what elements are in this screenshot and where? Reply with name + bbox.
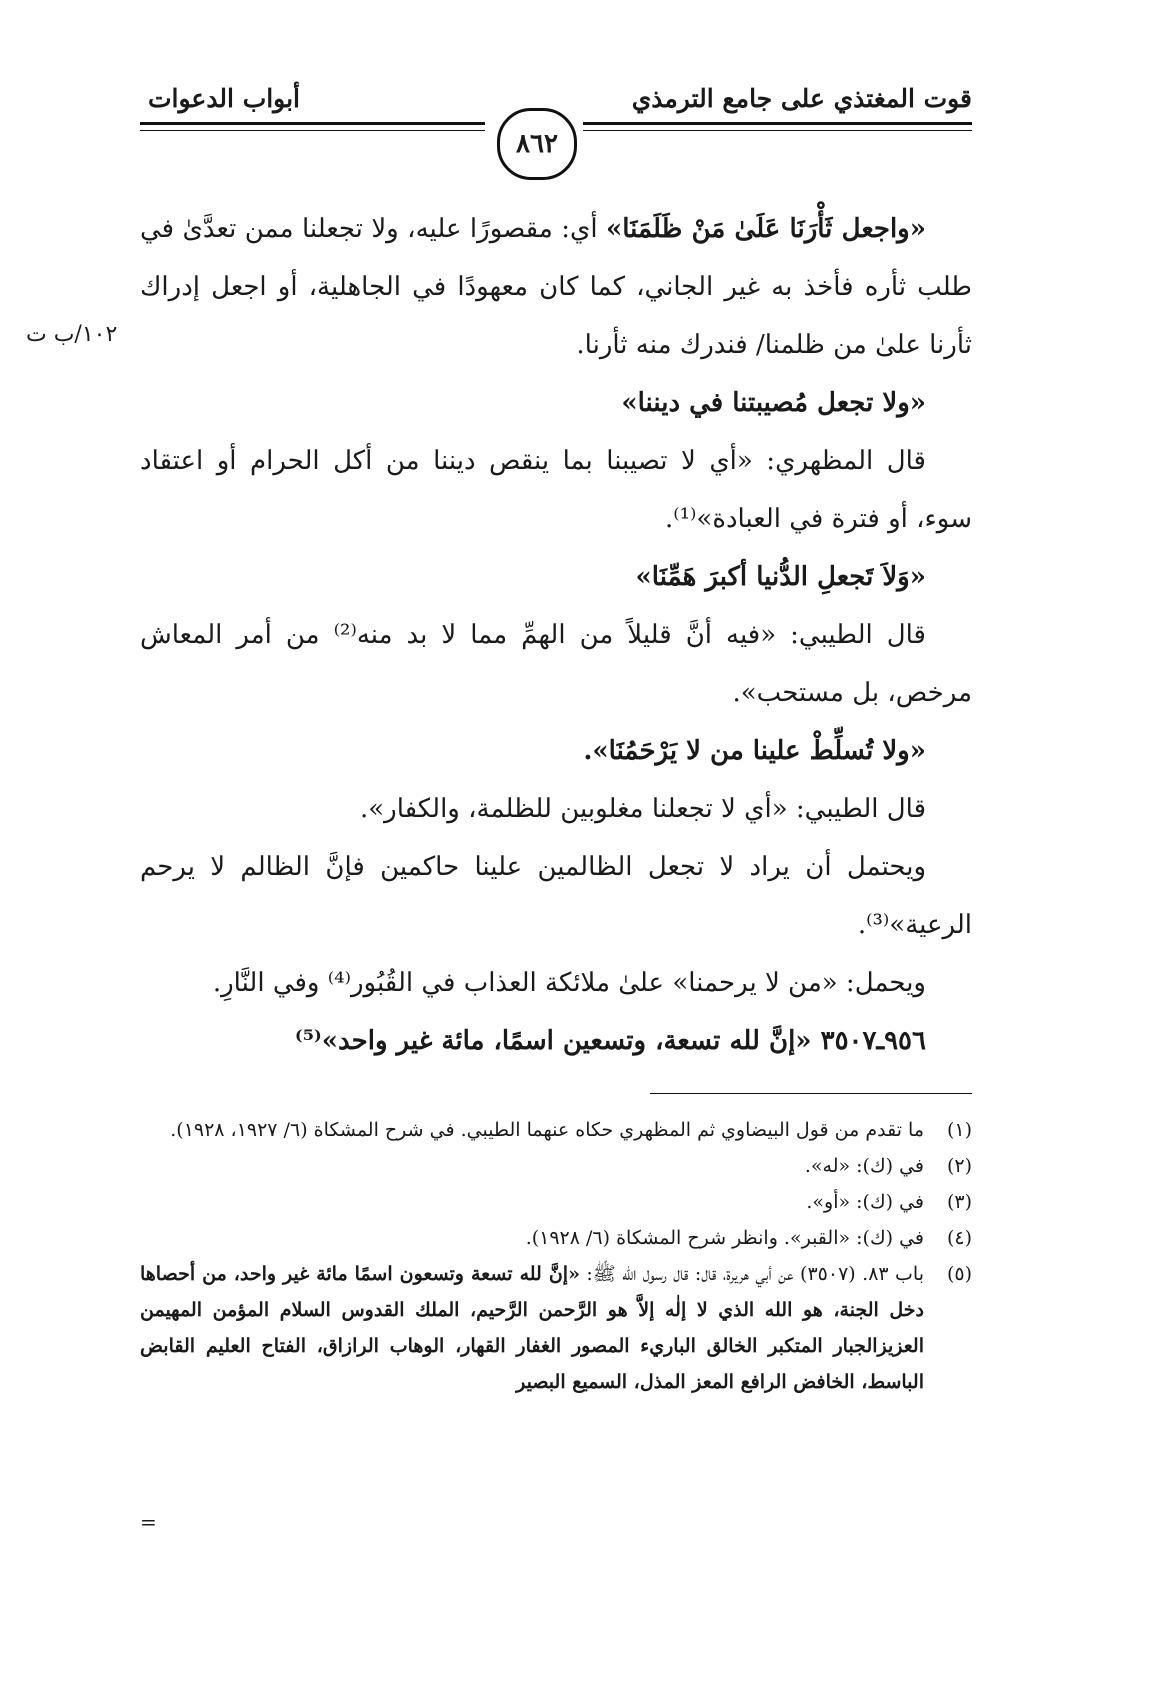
footnote-3 [140, 1184, 972, 1220]
footnote-number: (٤) [946, 1227, 972, 1249]
header-rule-left-bottom [140, 130, 485, 131]
footnote-separator [650, 1093, 972, 1094]
footnote-number: (٢) [946, 1155, 972, 1177]
paragraph-5: ويحتمل أن يراد لا تجعل الظالمين علينا حاكمين فإنَّ الظالم لا يرحم الرعية»⁽³⁾. [140, 852, 972, 940]
footnote-5-ref: باب ٨٣. (٣٥٠٧) عن أبي هريرة، قال: قال رسول الله ﷺ: [579, 1263, 925, 1285]
main-text [140, 200, 972, 1070]
header-rule-left-top [140, 122, 485, 125]
paragraph-1-text: أي: مقصورًا عليه، ولا تجعلنا ممن تعدَّىٰ في طلب ثأره فأخذ به غير الجاني، كما كان معهودًا في الجاهلية، أو اجعل إدراك ثأرنا علىٰ من ظلمنا/ فندرك منه ثأرنا. [140, 214, 972, 360]
book-title: قوت المغتذي على جامع الترمذي [631, 84, 972, 113]
footnotes [140, 1112, 972, 1400]
paragraph-4: قال الطيبي: «أي لا تجعلنا مغلوبين للظلمة، والكفار». [359, 794, 926, 824]
footnote-number: (١) [946, 1119, 972, 1141]
continuation-mark: = [140, 1510, 157, 1534]
footnote-2 [140, 1148, 972, 1184]
footnote-5-hadith: «إنَّ لله تسعة وتسعون اسمًا مائة غير واحد، من أحصاها دخل الجنة، هو الله الذي لا إلٰه إلاَّ هو الرَّحمن الرَّحيم، الملك القدوس السلام المؤمن المهيمن العزيزالجبار المتكبر الخالق الباريء المصور الغفار القهار، الوهاب الرازاق، الفتاح العليم القابض الباسط، الخافض الرافع المعز المذل، السميع البصير [140, 1263, 924, 1393]
hadith-heading-956: ٩٥٦ـ٣٥٠٧ «إنَّ لله تسعة، وتسعين اسمًا، مائة غير واحد»⁽⁵⁾ [294, 1026, 926, 1056]
page-number: ٨٦٢ [497, 108, 577, 180]
footnote-text: في (ك): «القبر». وانظر شرح المشكاة (٦/ ١٩٢٨). [525, 1227, 924, 1249]
header-rule-right-bottom [583, 130, 972, 131]
hadith-quote-1: «واجعل ثَأْرَنَا عَلَىٰ مَنْ ظَلَمَنَا» [605, 214, 926, 244]
hadith-heading-3: «وَلاَ تَجعلِ الدُّنيا أكبرَ هَمِّنَا» [635, 562, 926, 592]
header-rule-right-top [583, 122, 972, 125]
footnote-1 [140, 1112, 972, 1148]
footnote-text [140, 1256, 924, 1400]
margin-manuscript-ref: ١٠٢/ب ت [26, 322, 118, 347]
section-title: أبواب الدعوات [148, 84, 301, 113]
footnote-text: في (ك): «أو». [806, 1191, 924, 1213]
footnote-text: في (ك): «له». [804, 1155, 924, 1177]
footnote-5 [140, 1256, 972, 1400]
footnote-text: ما تقدم من قول البيضاوي ثم المظهري حكاه عنهما الطيبي. في شرح المشكاة (٦/ ١٩٢٧، ١٩٢٨). [170, 1119, 924, 1141]
hadith-heading-2: «ولا تجعل مُصيبتنا في ديننا» [621, 388, 926, 418]
paragraph-3: قال الطيبي: «فيه أنَّ قليلاً من الهمِّ مما لا بد منه⁽²⁾ من أمر المعاش مرخص، بل مستحب». [140, 620, 972, 708]
paragraph-1 [140, 200, 972, 374]
paragraph-6: ويحمل: «من لا يرحمنا» علىٰ ملائكة العذاب في القُبُور⁽⁴⁾ وفي النَّارِ. [212, 968, 926, 998]
running-header [140, 78, 972, 188]
paragraph-2: قال المظهري: «أي لا تصيبنا بما ينقص ديننا من أكل الحرام أو اعتقاد سوء، أو فترة في العبادة»⁽¹⁾. [140, 446, 972, 534]
footnote-4 [140, 1220, 972, 1256]
hadith-heading-4: «ولا تُسلِّطْ علينا من لا يَرْحَمُنَا». [583, 736, 926, 766]
footnote-number: (٣) [946, 1191, 972, 1213]
footnote-number: (٥) [946, 1263, 972, 1285]
